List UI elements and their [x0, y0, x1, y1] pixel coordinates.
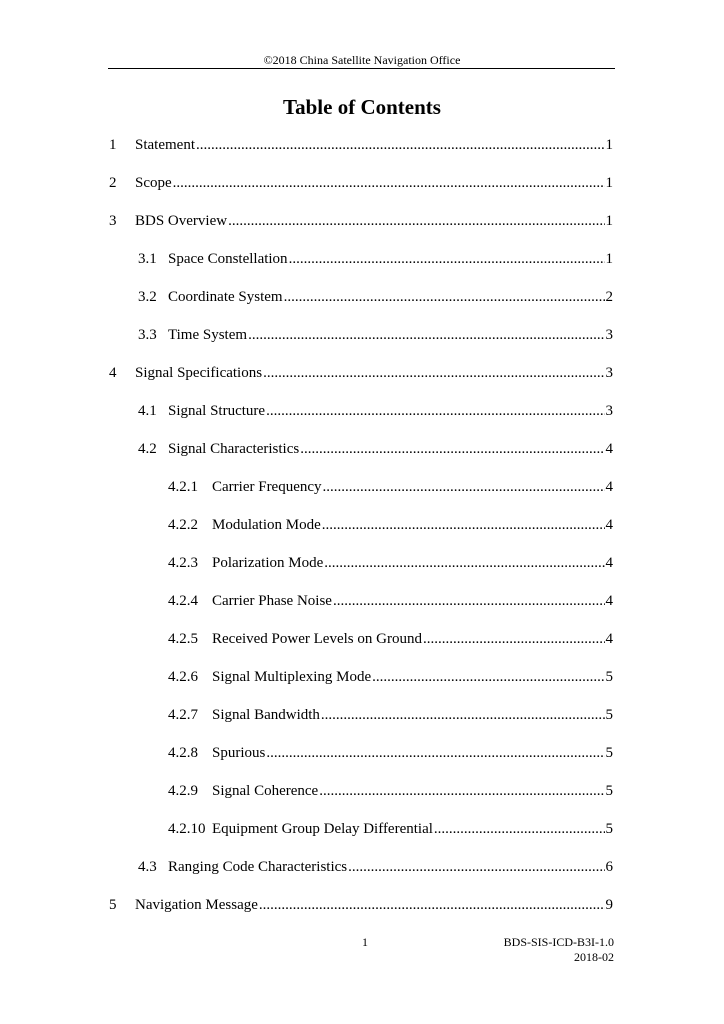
toc-entry-page: 4: [605, 479, 613, 495]
toc-entry-page: 1: [605, 137, 613, 153]
toc-entry[interactable]: [168, 667, 613, 687]
toc-entry-number: 5: [109, 897, 117, 913]
page-number: 1: [362, 935, 368, 949]
toc-entry-page: 5: [605, 821, 613, 837]
toc-entry-number: 4.2.4: [168, 593, 198, 609]
toc-entry-title: Polarization Mode: [212, 555, 324, 571]
toc-entry-page: 4: [605, 441, 613, 457]
toc-dot-leader: [323, 477, 605, 497]
toc-entry-page: 4: [605, 631, 613, 647]
toc-entry-page: 1: [605, 213, 613, 229]
toc-entry-number: 4.2.3: [168, 555, 198, 571]
toc-entry[interactable]: [109, 363, 613, 383]
toc-entry-title: Received Power Levels on Ground: [212, 631, 422, 647]
toc-entry[interactable]: [138, 249, 613, 269]
toc-dot-leader: [228, 211, 604, 231]
toc-entry-page: 1: [605, 251, 613, 267]
toc-dot-leader: [263, 363, 604, 383]
toc-dot-leader: [173, 173, 605, 193]
toc-entry-page: 4: [605, 517, 613, 533]
toc-entry[interactable]: [109, 895, 613, 915]
toc-entry[interactable]: [138, 287, 613, 307]
page-header: ©2018 China Satellite Navigation Office: [263, 53, 461, 67]
toc-entry-page: 1: [605, 175, 613, 191]
toc-entry[interactable]: [168, 591, 613, 611]
toc-entry-number: 4.2: [138, 441, 157, 457]
toc-entry-number: 4.1: [138, 403, 157, 419]
toc-dot-leader: [284, 287, 605, 307]
toc-entry-number: 4.2.5: [168, 631, 198, 647]
toc-entry-page: 5: [605, 669, 613, 685]
toc-entry[interactable]: [168, 515, 613, 535]
toc-entry-page: 3: [605, 327, 613, 343]
toc-entry-number: 1: [109, 137, 117, 153]
toc-entry-title: Coordinate System: [168, 289, 283, 305]
toc-dot-leader: [348, 857, 604, 877]
toc-entry-title: Modulation Mode: [212, 517, 321, 533]
toc-entry-number: 3: [109, 213, 117, 229]
document-id-block: [504, 935, 614, 965]
toc-entry-title: Space Constellation: [168, 251, 288, 267]
toc-entry-title: Signal Multiplexing Mode: [212, 669, 372, 685]
toc-entry-number: 3.2: [138, 289, 157, 305]
toc-entry-title: Signal Structure: [168, 403, 266, 419]
toc-entry-page: 4: [605, 555, 613, 571]
toc-entry[interactable]: [138, 325, 613, 345]
toc-dot-leader: [248, 325, 604, 345]
toc-entry-title: Spurious: [212, 745, 266, 761]
toc-entry-number: 4.3: [138, 859, 157, 875]
toc-entry-page: 5: [605, 745, 613, 761]
toc-dot-leader: [266, 401, 604, 421]
toc-dot-leader: [196, 135, 605, 155]
toc-entry-title: Ranging Code Characteristics: [168, 859, 348, 875]
toc-entry[interactable]: [109, 135, 613, 155]
toc-dot-leader: [266, 743, 604, 763]
toc-entry[interactable]: [168, 743, 613, 763]
toc-entry[interactable]: [168, 553, 613, 573]
toc-entry-number: 4: [109, 365, 117, 381]
toc-entry-page: 6: [605, 859, 613, 875]
toc-entry-title: Signal Specifications: [135, 365, 263, 381]
toc-dot-leader: [423, 629, 605, 649]
toc-entry-title: Carrier Phase Noise: [212, 593, 332, 609]
toc-dot-leader: [333, 591, 605, 611]
toc-entry[interactable]: [168, 477, 613, 497]
toc-entry-title: Carrier Frequency: [212, 479, 322, 495]
toc-entry-title: Signal Coherence: [212, 783, 319, 799]
toc-dot-leader: [372, 667, 604, 687]
toc-entry-number: 4.2.6: [168, 669, 198, 685]
document-date: 2018-02: [574, 950, 614, 964]
toc-entry-page: 5: [605, 783, 613, 799]
toc-entry-title: Signal Characteristics: [168, 441, 300, 457]
toc-entry-number: 4.2.10: [168, 821, 206, 837]
toc-entry-number: 4.2.9: [168, 783, 198, 799]
toc-entry[interactable]: [168, 781, 613, 801]
toc-entry-title: Signal Bandwidth: [212, 707, 320, 723]
toc-entry-number: 4.2.7: [168, 707, 198, 723]
toc-entry-title: Navigation Message: [135, 897, 258, 913]
toc-entry-page: 3: [605, 403, 613, 419]
toc-entry-page: 3: [605, 365, 613, 381]
toc-entry-number: 4.2.2: [168, 517, 198, 533]
toc-entry[interactable]: [109, 211, 613, 231]
toc-entry-number: 4.2.1: [168, 479, 198, 495]
toc-dot-leader: [321, 705, 605, 725]
toc-entry-title: Time System: [168, 327, 248, 343]
toc-entry-title: Equipment Group Delay Differential: [212, 821, 433, 837]
document-id: BDS-SIS-ICD-B3I-1.0: [503, 935, 614, 949]
toc-title: Table of Contents: [283, 95, 441, 119]
toc-entry[interactable]: [138, 857, 613, 877]
toc-entry[interactable]: [109, 173, 613, 193]
toc-dot-leader: [322, 515, 605, 535]
toc-dot-leader: [434, 819, 605, 839]
toc-entry-number: 3.1: [138, 251, 157, 267]
toc-entry[interactable]: [168, 629, 613, 649]
toc-entry[interactable]: [168, 819, 613, 839]
toc-dot-leader: [300, 439, 604, 459]
toc-dot-leader: [324, 553, 604, 573]
toc-entry-page: 4: [605, 593, 613, 609]
toc-entry-page: 9: [605, 897, 613, 913]
toc-entry-number: 3.3: [138, 327, 157, 343]
toc-entry[interactable]: [168, 705, 613, 725]
toc-entry-title: Statement: [135, 137, 195, 153]
toc-entry-title: BDS Overview: [135, 213, 228, 229]
toc-entry[interactable]: [138, 401, 613, 421]
toc-dot-leader: [289, 249, 605, 269]
toc-entry-number: 2: [109, 175, 117, 191]
toc-dot-leader: [259, 895, 605, 915]
toc-entry-title: Scope: [135, 175, 172, 191]
toc-entry-page: 2: [605, 289, 613, 305]
toc-entry-page: 5: [605, 707, 613, 723]
toc-entry[interactable]: [138, 439, 613, 459]
toc-dot-leader: [319, 781, 604, 801]
toc-entry-number: 4.2.8: [168, 745, 198, 761]
